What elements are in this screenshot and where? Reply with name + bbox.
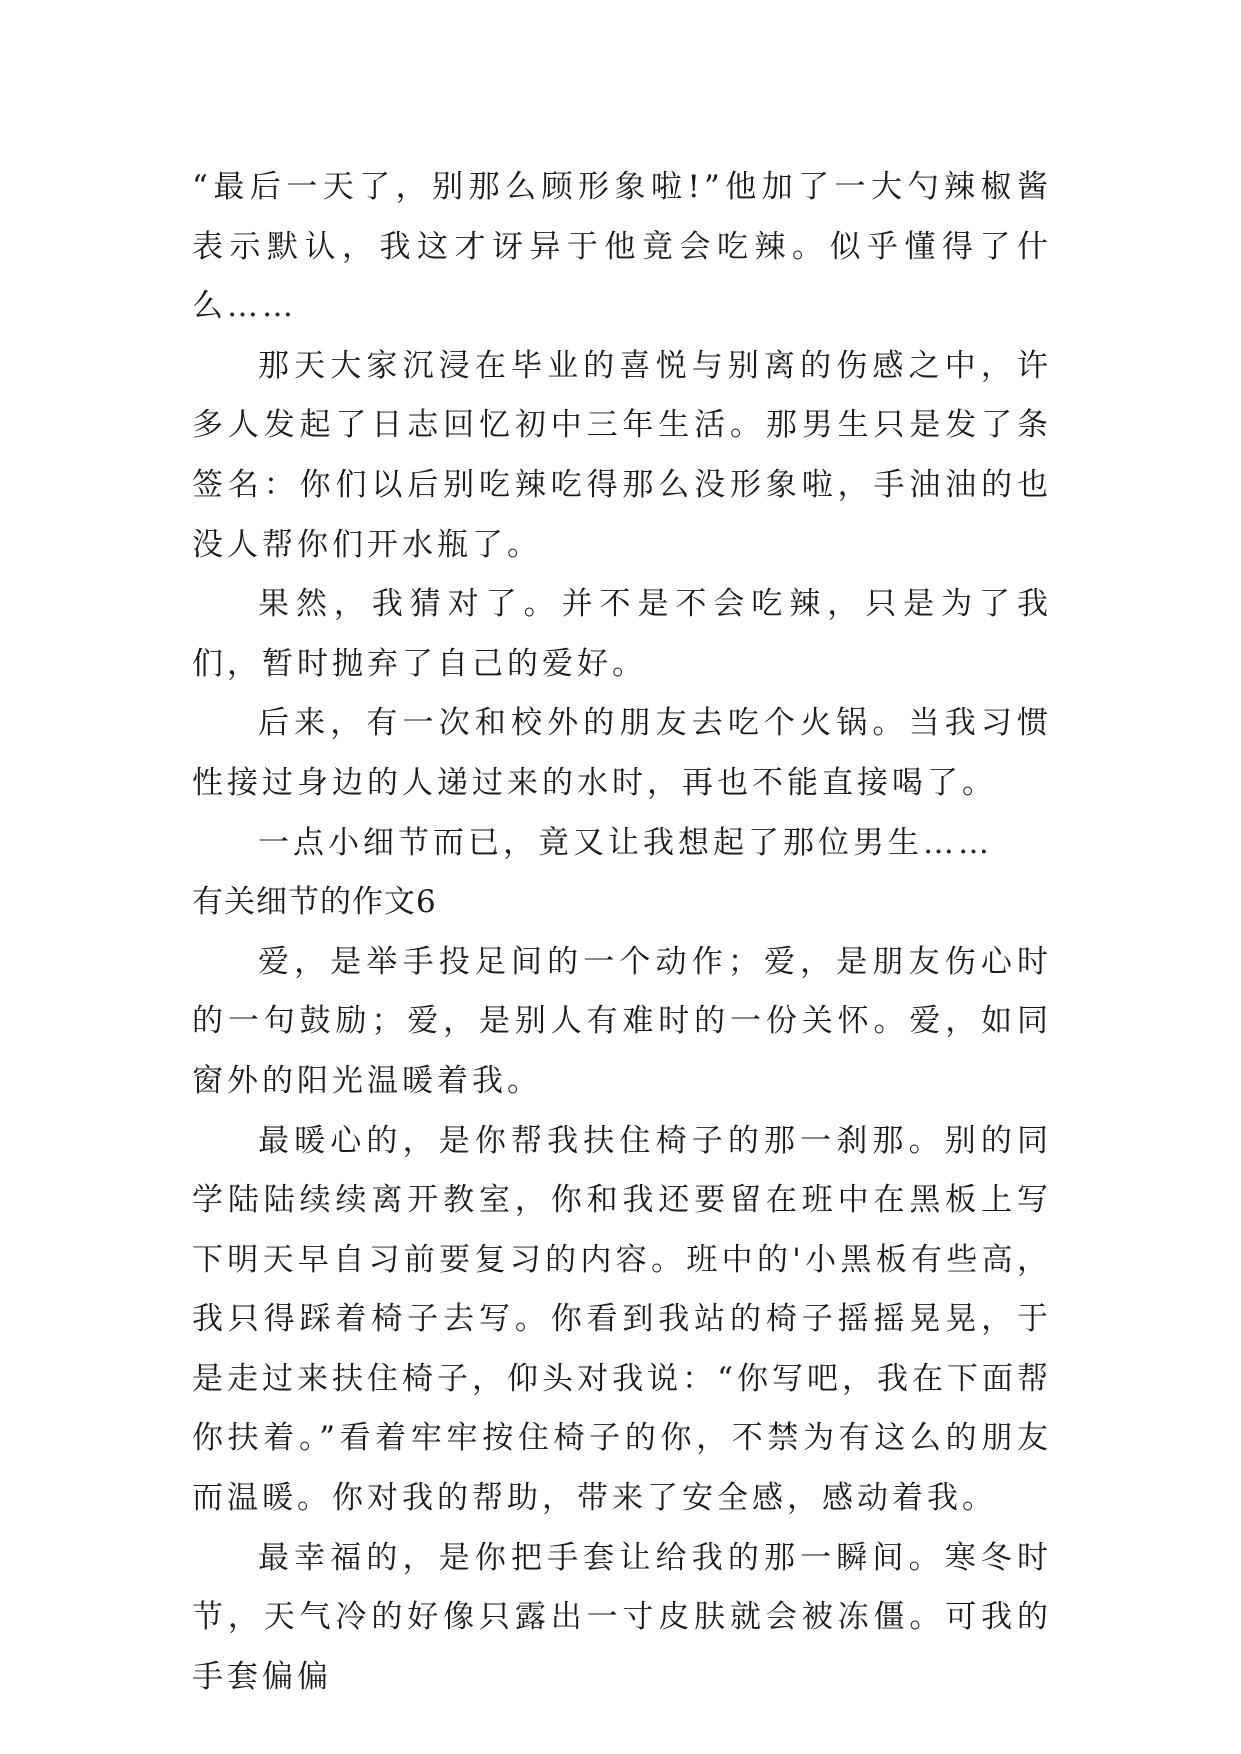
paragraph-love: 爱，是举手投足间的一个动作；爱，是朋友伤心时的一句鼓励；爱，是别人有难时的一份关怀。爱，如同窗外的阳光温暖着我。 [192,943,1052,1099]
section-heading: 有关细节的作文6 [192,884,437,921]
paragraph-gloves: 最幸福的，是你把手套让给我的那一瞬间。寒冬时节，天气冷的好像只露出一寸皮肤就会被冻僵。可我的手套偏偏 [192,1539,1052,1695]
paragraph-graduation-day: 那天大家沉浸在毕业的喜悦与别离的伤感之中，许多人发起了日志回忆初中三年生活。那男生只是发了条签名：你们以后别吃辣吃得那么没形象啦，手油油的也没人帮你们开水瓶了。 [192,347,1052,563]
paragraph-guessed-right: 果然，我猜对了。并不是不会吃辣，只是为了我们，暂时抛弃了自己的爱好。 [192,586,1052,682]
paragraph-continuation: “最后一天了，别那么顾形象啦!”他加了一大勺辣椒酱表示默认，我这才讶异于他竟会吃辣。似乎懂得了什么…… [192,169,1052,325]
paragraph-small-detail: 一点小细节而已，竟又让我想起了那位男生…… [258,824,993,861]
paragraph-chair: 最暖心的，是你帮我扶住椅子的那一刹那。别的同学陆陆续续离开教室，你和我还要留在班中在黑板上写下明天早自习前要复习的内容。班中的'小黑板有些高，我只得踩着椅子去写。你看到我站的椅子摇摇晃晃，于是走过来扶住椅子，仰头对我说：“你写吧，我在下面帮你扶着。”看着牢牢按住椅子的你，不禁为有这么的朋友而温暖。你对我的帮助，带来了安全感，感动着我。 [192,1122,1052,1517]
paragraph-hotpot: 后来，有一次和校外的朋友去吃个火锅。当我习惯性接过身边的人递过来的水时，再也不能直接喝了。 [192,705,1052,801]
document-body [192,158,1052,1707]
